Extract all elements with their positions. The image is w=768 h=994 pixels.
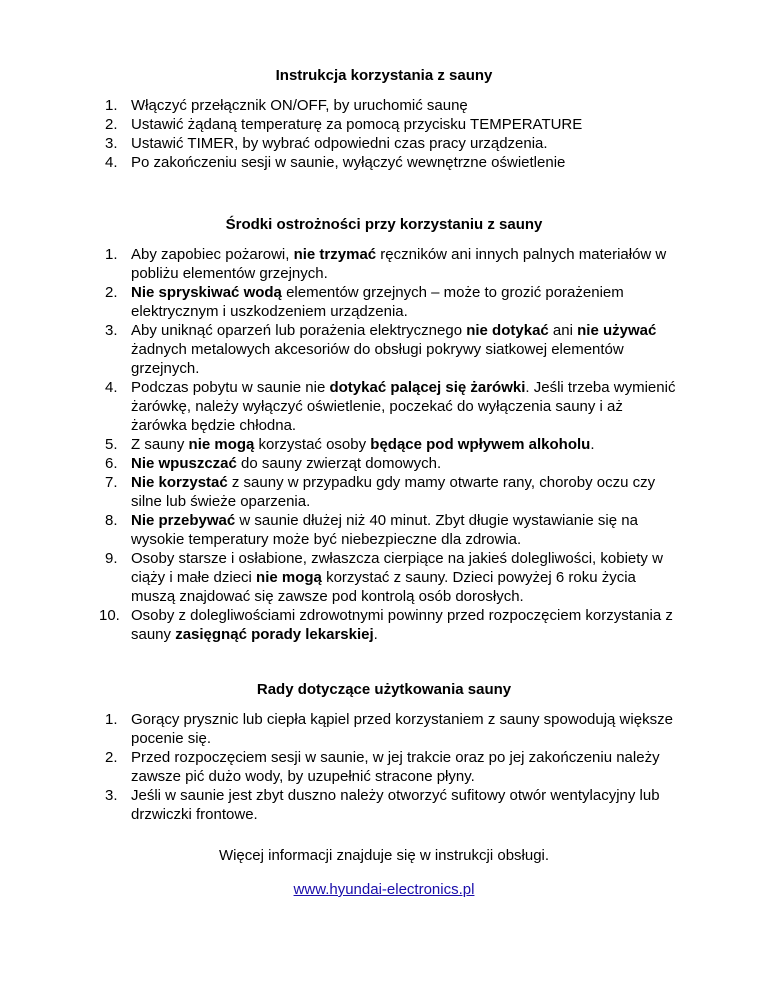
- list-item-text: Aby zapobiec pożarowi,: [131, 246, 294, 263]
- list-item-emphasis: Nie korzystać: [131, 474, 228, 491]
- list-item: [0, 710, 676, 748]
- list-item-emphasis: Nie przebywać: [131, 512, 236, 529]
- list-number: 4.: [105, 154, 118, 171]
- list-item-emphasis: nie trzymać: [293, 246, 377, 263]
- list-item-text: Z sauny: [131, 436, 189, 453]
- list-item-text: Przed rozpoczęciem sesji w saunie, w jej trakcie oraz po jej zakończeniu należy zawsze pić dużo wody, by uzupełnić stracone płyny.: [131, 749, 660, 785]
- section1-list: [0, 96, 676, 172]
- list-number: 2.: [105, 284, 118, 301]
- list-item-text: ani: [548, 322, 578, 339]
- list-item-text: korzystać osoby: [254, 436, 371, 453]
- more-info-text: Więcej informacji znajduje się w instrukcji obsługi.: [218, 847, 550, 864]
- list-item-text: Ustawić TIMER, by wybrać odpowiedni czas pracy urządzenia.: [131, 135, 548, 152]
- list-number: 4.: [105, 379, 118, 396]
- list-item: [0, 283, 676, 321]
- list-item-text: żadnych metalowych akcesoriów do obsługi pokrywy siatkowej elementów grzejnych.: [131, 341, 624, 377]
- list-item-text: Osoby z dolegliwościami zdrowotnymi powinny przed rozpoczęciem korzystania z sauny: [131, 607, 673, 643]
- website-link[interactable]: www.hyundai-electronics.pl: [293, 881, 475, 898]
- list-number: 6.: [105, 455, 118, 472]
- list-item: [0, 511, 676, 549]
- list-item-emphasis: dotykać palącej się żarówki: [329, 379, 526, 396]
- list-number: 7.: [105, 474, 118, 491]
- list-number: 1.: [105, 97, 118, 114]
- list-item: [0, 153, 676, 172]
- list-item-text: do sauny zwierząt domowych.: [236, 455, 442, 472]
- list-number: 3.: [105, 135, 118, 152]
- list-item: [0, 134, 676, 153]
- list-item-text: .: [373, 626, 378, 643]
- section1-title: Instrukcja korzystania z sauny: [275, 67, 493, 84]
- list-item-text: z sauny w przypadku gdy mamy otwarte rany, choroby oczu czy silne lub świeże oparzenia.: [131, 474, 656, 510]
- list-number: 8.: [105, 512, 118, 529]
- list-item: [0, 473, 676, 511]
- list-item: [0, 549, 676, 606]
- list-item-text: Gorący prysznic lub ciepła kąpiel przed korzystaniem z sauny spowodują większe pocenie się.: [131, 711, 673, 747]
- list-number: 3.: [105, 322, 118, 339]
- list-item-emphasis: zasięgnąć porady lekarskiej: [175, 626, 374, 643]
- list-item-text: Osoby starsze i osłabione, zwłaszcza cierpiące na jakieś dolegliwości, kobiety w ciąży i małe dzieci: [131, 550, 663, 586]
- section2-title: Środki ostrożności przy korzystaniu z sauny: [225, 216, 543, 233]
- list-item-text: Aby uniknąć oparzeń lub porażenia elektrycznego: [131, 322, 467, 339]
- list-number: 2.: [105, 749, 118, 766]
- list-item-text: . Jeśli trzeba wymienić żarówkę, należy wyłączyć oświetlenie, poczekać do wyłączenia sauny i aż żarówka będzie chłodna.: [131, 379, 676, 434]
- list-item: [0, 96, 676, 115]
- list-item-text: Włączyć przełącznik ON/OFF, by uruchomić saunę: [131, 97, 468, 114]
- list-item-text: elementów grzejnych – może to grozić porażeniem elektrycznym i uszkodzeniem urządzenia.: [131, 284, 624, 320]
- list-item-emphasis: nie dotykać: [466, 322, 549, 339]
- list-item-text: ręczników ani innych palnych materiałów w pobliżu elementów grzejnych.: [131, 246, 667, 282]
- list-number: 3.: [105, 787, 118, 804]
- list-item: [0, 321, 676, 378]
- list-item-text: Jeśli w saunie jest zbyt duszno należy otworzyć sufitowy otwór wentylacyjny lub drzwiczki frontowe.: [131, 787, 660, 823]
- list-number: 5.: [105, 436, 118, 453]
- list-item-text: w saunie dłużej niż 40 minut. Zbyt długie wystawianie się na wysokie temperatury może być niebezpieczne dla zdrowia.: [131, 512, 638, 548]
- list-item: [0, 748, 676, 786]
- list-item-emphasis: będące pod wpływem alkoholu: [370, 436, 591, 453]
- list-item: [0, 606, 676, 644]
- list-item-emphasis: Nie spryskiwać wodą: [131, 284, 282, 301]
- list-item: [0, 245, 676, 283]
- website-link-line: [0, 880, 768, 899]
- section2-list: [0, 245, 676, 644]
- list-item-text: Ustawić żądaną temperaturę za pomocą przycisku TEMPERATURE: [131, 116, 583, 133]
- list-number: 10.: [99, 607, 120, 624]
- list-item: [0, 786, 676, 824]
- list-item: [0, 378, 676, 435]
- list-item: [0, 435, 676, 454]
- list-item-emphasis: nie używać: [577, 322, 657, 339]
- section3-title: Rady dotyczące użytkowania sauny: [256, 681, 512, 698]
- list-number: 9.: [105, 550, 118, 567]
- list-item-text: korzystać z sauny. Dzieci powyżej 6 roku życia muszą znajdować się zawsze pod kontrolą osób dorosłych.: [131, 569, 636, 605]
- list-number: 2.: [105, 116, 118, 133]
- list-item-emphasis: nie mogą: [256, 569, 322, 586]
- list-item-text: Podczas pobytu w saunie nie: [131, 379, 330, 396]
- list-item: [0, 454, 676, 473]
- section3-list: [0, 710, 676, 824]
- list-item-emphasis: nie mogą: [188, 436, 255, 453]
- list-item-text: .: [590, 436, 595, 453]
- list-item-text: Po zakończeniu sesji w saunie, wyłączyć wewnętrzne oświetlenie: [131, 154, 566, 171]
- list-number: 1.: [105, 711, 118, 728]
- list-number: 1.: [105, 246, 118, 263]
- list-item-emphasis: Nie wpuszczać: [131, 455, 237, 472]
- list-item: [0, 115, 676, 134]
